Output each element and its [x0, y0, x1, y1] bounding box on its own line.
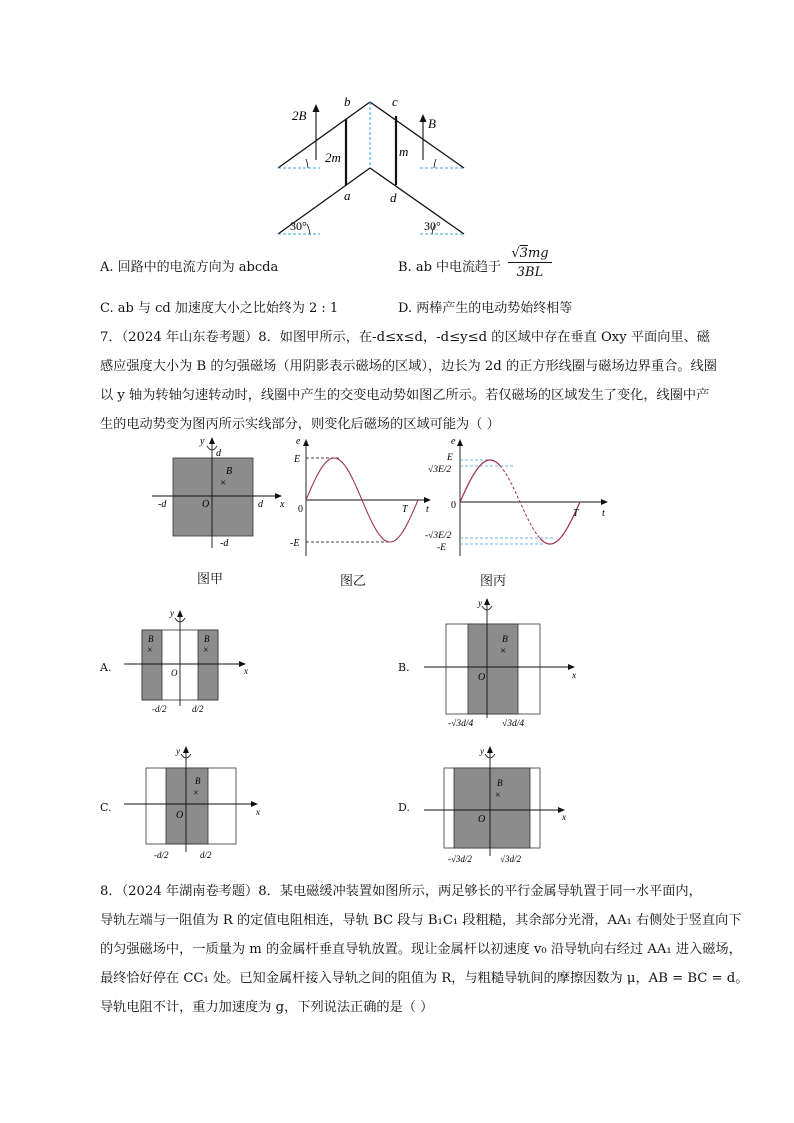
q8-line-4: 最终恰好停在 CC₁ 处。已知金属杆接入导轨之间的阻值为 R，与粗糙导轨间的摩擦因数为 μ，AB = BC = d。: [100, 971, 749, 986]
choice-d-label[interactable]: D.: [398, 801, 410, 814]
svg-text:O: O: [478, 814, 486, 825]
jia-O: O: [202, 499, 210, 510]
caption-bing: 图丙: [480, 574, 507, 589]
svg-text:√3d/2: √3d/2: [500, 854, 521, 864]
svg-text:-d/2: -d/2: [154, 850, 169, 860]
jia-neg-d-bottom: -d: [220, 538, 229, 549]
svg-text:-√3d/2: -√3d/2: [448, 854, 472, 864]
q7-line-4: 生的电动势变为图丙所示实线部分，则变化后磁场的区域可能为（ ）: [100, 417, 500, 432]
svg-text:x: x: [572, 671, 577, 681]
svg-text:-√3d/4: -√3d/4: [448, 719, 474, 729]
svg-text:d/2: d/2: [192, 704, 204, 714]
choice-c-figure[interactable]: [118, 742, 273, 862]
angle-left: 30°: [290, 219, 307, 233]
svg-text:O: O: [478, 672, 486, 683]
svg-text:×: ×: [147, 645, 153, 656]
svg-text:x: x: [244, 666, 248, 676]
svg-text:x: x: [256, 807, 260, 817]
q7-line-1: 7．（2024 年山东卷考题）8．如图甲所示，在-d≤x≤d，-d≤y≤d 的区域中存在垂直 Oxy 平面向里、磁: [100, 330, 710, 345]
label-a: a: [344, 188, 351, 203]
choice-b-label[interactable]: B.: [398, 661, 410, 674]
jia-d-top: d: [216, 448, 221, 459]
svg-text:O: O: [171, 668, 178, 678]
svg-text:B: B: [195, 776, 201, 786]
choice-c-label[interactable]: C.: [100, 801, 112, 814]
bing-T: T: [573, 508, 579, 519]
label-d: d: [390, 190, 397, 205]
jia-B: B: [226, 466, 233, 477]
choice-d-figure[interactable]: [420, 742, 580, 867]
caption-yi: 图乙: [340, 574, 367, 589]
svg-text:×: ×: [193, 788, 199, 799]
yi-zero: 0: [298, 504, 303, 515]
svg-text:y: y: [170, 608, 174, 618]
svg-text:B: B: [204, 634, 210, 644]
label-c: c: [392, 94, 398, 109]
label-B: B: [428, 116, 436, 131]
angle-right: 30°: [424, 219, 441, 233]
choice-a-figure[interactable]: [118, 606, 268, 718]
svg-text:√3d/4: √3d/4: [502, 719, 525, 729]
svg-text:d/2: d/2: [200, 850, 212, 860]
svg-text:B: B: [148, 634, 154, 644]
figure-yi: [290, 432, 435, 562]
q6-option-d[interactable]: D. 两棒产生的电动势始终相等: [398, 301, 573, 316]
jia-y: y: [200, 436, 205, 447]
choice-a-label[interactable]: A.: [100, 661, 112, 674]
svg-text:y: y: [480, 746, 484, 756]
svg-text:-d/2: -d/2: [152, 704, 167, 714]
frac-denominator: 3BL: [516, 265, 544, 280]
svg-text:×: ×: [495, 790, 501, 801]
svg-text:y: y: [478, 599, 483, 609]
q6-option-a[interactable]: A. 回路中的电流方向为 abcda: [100, 260, 279, 275]
choice-b-figure[interactable]: [420, 594, 585, 734]
q7-line-2: 感应强度大小为 B 的匀强磁场（用阴影表示磁场的区域），边长为 2d 的正方形线圈与磁场边界重合。线圈: [100, 359, 717, 374]
jia-cross: ×: [220, 477, 227, 489]
svg-text:y: y: [176, 746, 180, 756]
rails-figure: [270, 90, 480, 240]
jia-x: x: [280, 499, 285, 510]
q6-option-c[interactable]: C. ab 与 cd 加速度大小之比始终为 2 : 1: [100, 301, 339, 316]
svg-text:×: ×: [203, 645, 209, 656]
svg-text:×: ×: [500, 645, 507, 657]
svg-text:x: x: [562, 812, 566, 822]
jia-neg-d: -d: [158, 499, 167, 510]
q6-option-b-prefix: B. ab 中电流趋于: [398, 260, 502, 275]
label-2B: 2B: [292, 108, 307, 123]
q7-line-3: 以 y 轴为转轴匀速转动时，线圈中产生的交变电动势如图乙所示。若仅磁场的区域发生了变化，线圈中产: [100, 388, 710, 403]
svg-text:O: O: [176, 810, 184, 821]
yi-e: e: [296, 436, 301, 447]
q8-line-5: 导轨电阻不计，重力加速度为 g，下列说法正确的是（ ）: [100, 1000, 434, 1015]
jia-d-right: d: [258, 499, 263, 510]
yi-negE: -E: [290, 538, 300, 549]
bing-E: E: [447, 453, 453, 463]
q8-line-2: 导轨左端与一阻值为 R 的定值电阻相连，导轨 BC 段与 B₁C₁ 段粗糙，其余部分光滑，AA₁ 右侧处于竖直向下: [100, 913, 742, 928]
frac-numerator: mg: [527, 246, 549, 261]
q8-line-3: 的匀强磁场中，一质量为 m 的金属杆垂直导轨放置。现让金属杆以初速度 v₀ 沿导轨向右经过 AA₁ 进入磁场，: [100, 942, 742, 957]
figure-bing: [425, 432, 615, 562]
bing-zero: 0: [451, 500, 456, 511]
bing-sqrt3E2: √3E/2: [428, 465, 452, 475]
label-2m: 2m: [325, 150, 341, 165]
figure-jia: [150, 432, 290, 557]
q8-line-1: 8．（2024 年湖南卷考题）8．某电磁缓冲装置如图所示，两足够长的平行金属导轨置于同一水平面内，: [100, 884, 702, 899]
caption-jia: 图甲: [197, 572, 224, 587]
bing-neg-sqrt3E2: -√3E/2: [425, 531, 452, 541]
q6-option-b-fraction: √3mg 3BL: [508, 246, 552, 280]
q6-option-b[interactable]: [398, 258, 501, 278]
label-m: m: [399, 144, 409, 159]
bing-negE: -E: [437, 543, 446, 553]
yi-t: t: [426, 504, 429, 515]
yi-T: T: [402, 504, 408, 515]
bing-e: e: [451, 436, 456, 447]
label-b: b: [344, 94, 351, 109]
yi-E: E: [294, 454, 301, 465]
bing-t: t: [602, 508, 605, 519]
svg-text:B: B: [497, 778, 503, 788]
svg-text:B: B: [502, 635, 508, 645]
